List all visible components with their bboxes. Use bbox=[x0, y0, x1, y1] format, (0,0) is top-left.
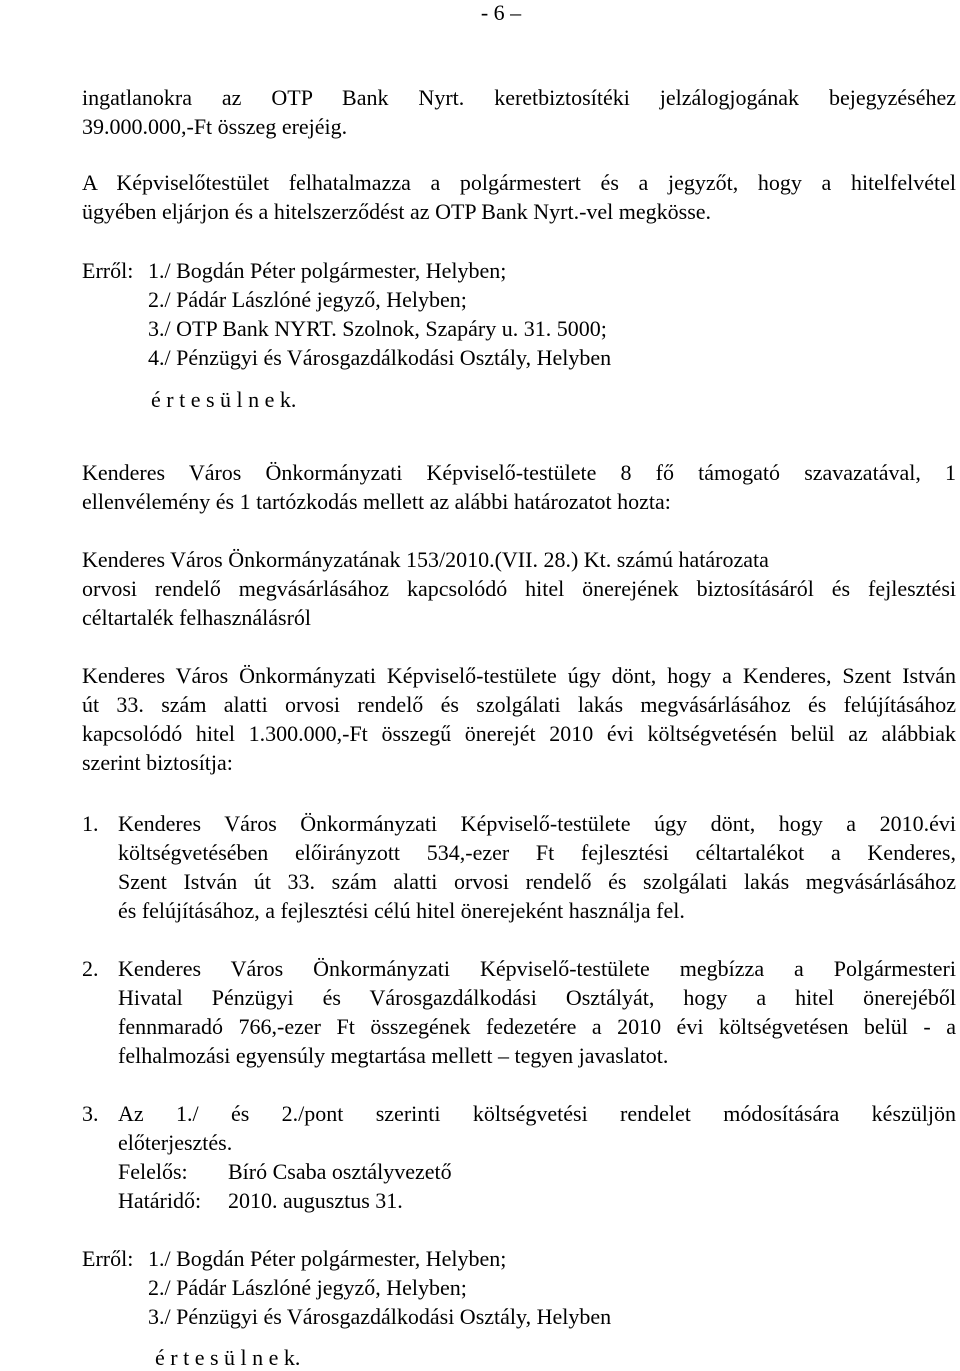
authorization-line-2: ügyében eljárjon és a hitelszerződést az OTP Bank Nyrt.-vel megkösse. bbox=[82, 199, 712, 224]
notify-closing: é r t e s ü l n e k. bbox=[155, 1345, 301, 1370]
notify-closing: é r t e s ü l n e k. bbox=[151, 387, 297, 412]
notify-item: 3./ OTP Bank NYRT. Szolnok, Szapáry u. 31. 5000; bbox=[148, 316, 607, 341]
deadline-row bbox=[118, 1188, 403, 1214]
responsible-label: Felelős: bbox=[118, 1159, 188, 1184]
intro-line-2: 39.000.000,-Ft összeg erejéig. bbox=[82, 114, 348, 139]
point-line: felhalmozási egyensúly megtartása mellett – tegyen javaslatot. bbox=[118, 1043, 669, 1068]
deadline-value: 2010. augusztus 31. bbox=[228, 1188, 403, 1213]
point-line: előterjesztés. bbox=[118, 1130, 233, 1155]
point-line: Kenderes Város Önkormányzati Képviselő-testülete megbízza a Polgármesteri bbox=[118, 956, 956, 981]
point-line: Szent István út 33. szám alatti orvosi rendelő és szolgálati lakás megvásárlásához bbox=[118, 869, 956, 894]
point-line: költségvetésében előirányzott 534,-ezer Ft fejlesztési céltartalékot a Kenderes, bbox=[118, 840, 956, 865]
decision-line-3: kapcsolódó hitel 1.300.000,-Ft összegű önerejét 2010 évi költségvetésén belül az alábbiak bbox=[82, 721, 956, 746]
resolution-subject-1: orvosi rendelő megvásárlásához kapcsolódó hitel önerejének biztosításáról és fejlesztési bbox=[82, 576, 956, 601]
point-line: Az 1./ és 2./pont szerinti költségvetési rendelet módosítására készüljön bbox=[118, 1101, 956, 1126]
resolution-number: Kenderes Város Önkormányzatának 153/2010.(VII. 28.) Kt. számú határozata bbox=[82, 547, 769, 572]
point-line: Kenderes Város Önkormányzati Képviselő-testülete úgy dönt, hogy a 2010.évi bbox=[118, 811, 956, 836]
vote-line-1: Kenderes Város Önkormányzati Képviselő-testülete 8 fő támogató szavazatával, 1 bbox=[82, 460, 956, 485]
decision-line-1: Kenderes Város Önkormányzati Képviselő-testülete úgy dönt, hogy a Kenderes, Szent István bbox=[82, 663, 956, 688]
notify-item: 2./ Pádár Lászlóné jegyző, Helyben; bbox=[148, 287, 467, 312]
resolution-subject-2: céltartalék felhasználásról bbox=[82, 605, 312, 630]
authorization-line-1: A Képviselőtestület felhatalmazza a polgármestert és a jegyzőt, hogy a hitelfelvétel bbox=[82, 170, 956, 195]
responsible-row bbox=[118, 1159, 452, 1185]
point-line: és felújításához, a fejlesztési célú hitel önerejeként használja fel. bbox=[118, 898, 685, 923]
point-number: 2. bbox=[82, 956, 99, 981]
vote-line-2: ellenvélemény és 1 tartózkodás mellett az alábbi határozatot hozta: bbox=[82, 489, 671, 514]
decision-line-2: út 33. szám alatti orvosi rendelő és szolgálati lakás megvásárlásához és felújításához bbox=[82, 692, 956, 717]
point-number: 1. bbox=[82, 811, 99, 836]
deadline-label: Határidő: bbox=[118, 1188, 202, 1213]
decision-line-4: szerint biztosítja: bbox=[82, 750, 233, 775]
point-number: 3. bbox=[82, 1101, 99, 1126]
intro-line-1: ingatlanokra az OTP Bank Nyrt. keretbiztosítéki jelzálogjogának bejegyzéséhez bbox=[82, 85, 956, 110]
notify-item: 1./ Bogdán Péter polgármester, Helyben; bbox=[148, 258, 507, 283]
notify-item: 2./ Pádár Lászlóné jegyző, Helyben; bbox=[148, 1275, 467, 1300]
page-number: - 6 – bbox=[480, 0, 522, 25]
notify-label: Erről: bbox=[82, 258, 134, 283]
point-line: Hivatal Pénzügyi és Városgazdálkodási Osztályát, hogy a hitel önerejéből bbox=[118, 985, 956, 1010]
notify-label: Erről: bbox=[82, 1246, 134, 1271]
notify-item: 1./ Bogdán Péter polgármester, Helyben; bbox=[148, 1246, 507, 1271]
notify-item: 3./ Pénzügyi és Városgazdálkodási Osztály, Helyben bbox=[148, 1304, 612, 1329]
point-line: fennmaradó 766,-ezer Ft összegének fedezetére a 2010 évi költségvetésen belül - a bbox=[118, 1014, 956, 1039]
notify-item: 4./ Pénzügyi és Városgazdálkodási Osztály, Helyben bbox=[148, 345, 612, 370]
responsible-value: Bíró Csaba osztályvezető bbox=[228, 1159, 452, 1184]
